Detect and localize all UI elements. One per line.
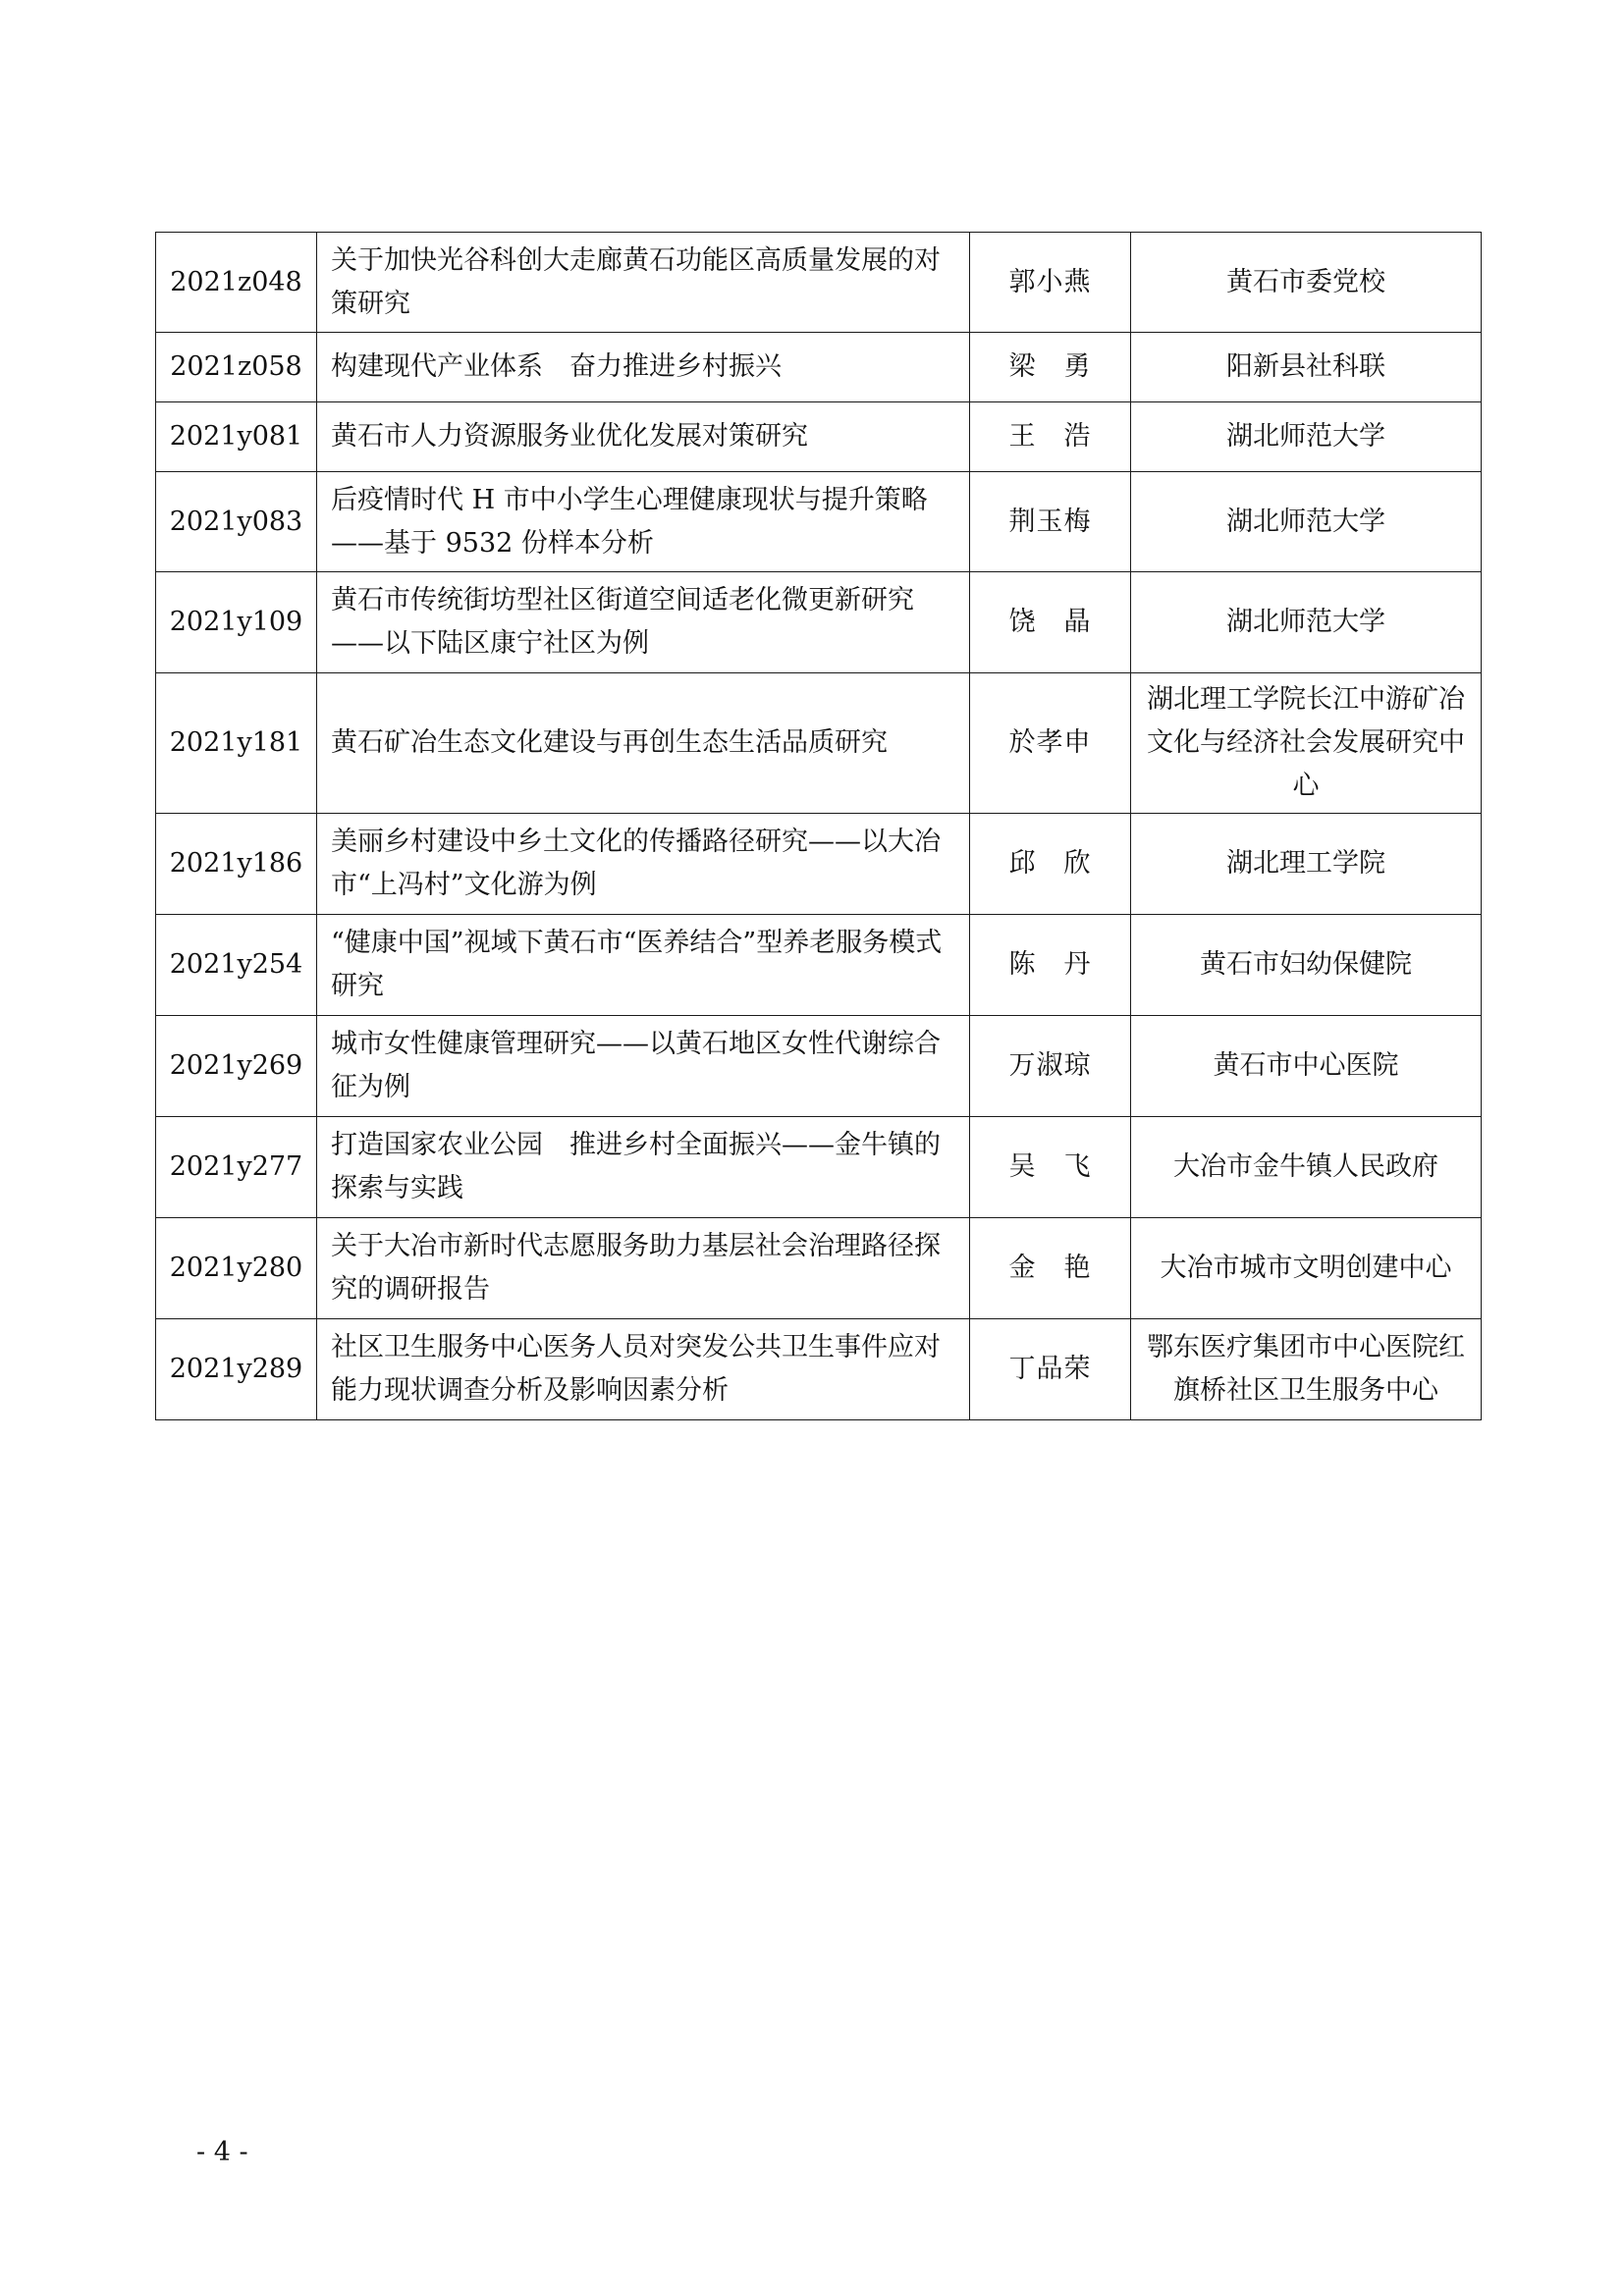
table-row xyxy=(156,333,1482,402)
project-org: 大冶市城市文明创建中心 xyxy=(1131,1218,1482,1319)
project-title: 黄石市人力资源服务业优化发展对策研究 xyxy=(317,402,970,472)
project-id: 2021y277 xyxy=(156,1117,317,1218)
table-row xyxy=(156,814,1482,915)
project-org: 湖北师范大学 xyxy=(1131,572,1482,673)
page-number: - 4 - xyxy=(196,2137,248,2167)
project-author: 梁 勇 xyxy=(970,333,1131,402)
table-row xyxy=(156,472,1482,572)
project-author: 饶 晶 xyxy=(970,572,1131,673)
project-id: 2021y280 xyxy=(156,1218,317,1319)
project-org: 黄石市委党校 xyxy=(1131,233,1482,333)
project-title: 后疫情时代 H 市中小学生心理健康现状与提升策略——基于 9532 份样本分析 xyxy=(317,472,970,572)
project-org: 黄石市中心医院 xyxy=(1131,1016,1482,1117)
project-author: 万淑琼 xyxy=(970,1016,1131,1117)
project-org: 阳新县社科联 xyxy=(1131,333,1482,402)
project-org: 湖北师范大学 xyxy=(1131,472,1482,572)
project-author: 金 艳 xyxy=(970,1218,1131,1319)
project-org: 湖北师范大学 xyxy=(1131,402,1482,472)
project-id: 2021y083 xyxy=(156,472,317,572)
table-row xyxy=(156,915,1482,1016)
project-title: 黄石矿冶生态文化建设与再创生态生活品质研究 xyxy=(317,673,970,814)
project-title: 关于大冶市新时代志愿服务助力基层社会治理路径探究的调研报告 xyxy=(317,1218,970,1319)
project-id: 2021y186 xyxy=(156,814,317,915)
project-id: 2021y254 xyxy=(156,915,317,1016)
table-row xyxy=(156,402,1482,472)
project-author: 丁品荣 xyxy=(970,1319,1131,1420)
table-row xyxy=(156,1117,1482,1218)
project-title: 社区卫生服务中心医务人员对突发公共卫生事件应对能力现状调查分析及影响因素分析 xyxy=(317,1319,970,1420)
project-author: 郭小燕 xyxy=(970,233,1131,333)
table-row xyxy=(156,673,1482,814)
project-author: 於孝申 xyxy=(970,673,1131,814)
project-id: 2021y181 xyxy=(156,673,317,814)
project-id: 2021z048 xyxy=(156,233,317,333)
project-author: 陈 丹 xyxy=(970,915,1131,1016)
project-id: 2021y269 xyxy=(156,1016,317,1117)
project-title: 美丽乡村建设中乡土文化的传播路径研究——以大冶市“上冯村”文化游为例 xyxy=(317,814,970,915)
project-org: 湖北理工学院长江中游矿冶文化与经济社会发展研究中心 xyxy=(1131,673,1482,814)
project-title: 打造国家农业公园 推进乡村全面振兴——金牛镇的探索与实践 xyxy=(317,1117,970,1218)
project-author: 邱 欣 xyxy=(970,814,1131,915)
project-table xyxy=(155,232,1482,1420)
project-org: 黄石市妇幼保健院 xyxy=(1131,915,1482,1016)
project-org: 湖北理工学院 xyxy=(1131,814,1482,915)
project-id: 2021y081 xyxy=(156,402,317,472)
table-row xyxy=(156,1218,1482,1319)
table-row xyxy=(156,1319,1482,1420)
project-author: 王 浩 xyxy=(970,402,1131,472)
project-title: 黄石市传统街坊型社区街道空间适老化微更新研究——以下陆区康宁社区为例 xyxy=(317,572,970,673)
project-org: 鄂东医疗集团市中心医院红旗桥社区卫生服务中心 xyxy=(1131,1319,1482,1420)
project-id: 2021y289 xyxy=(156,1319,317,1420)
project-title: 城市女性健康管理研究——以黄石地区女性代谢综合征为例 xyxy=(317,1016,970,1117)
project-id: 2021z058 xyxy=(156,333,317,402)
project-title: 关于加快光谷科创大走廊黄石功能区高质量发展的对策研究 xyxy=(317,233,970,333)
table-row xyxy=(156,572,1482,673)
project-org: 大冶市金牛镇人民政府 xyxy=(1131,1117,1482,1218)
project-id: 2021y109 xyxy=(156,572,317,673)
project-author: 荆玉梅 xyxy=(970,472,1131,572)
project-title: “健康中国”视域下黄石市“医养结合”型养老服务模式研究 xyxy=(317,915,970,1016)
table-row xyxy=(156,233,1482,333)
table-row xyxy=(156,1016,1482,1117)
project-author: 吴 飞 xyxy=(970,1117,1131,1218)
project-title: 构建现代产业体系 奋力推进乡村振兴 xyxy=(317,333,970,402)
